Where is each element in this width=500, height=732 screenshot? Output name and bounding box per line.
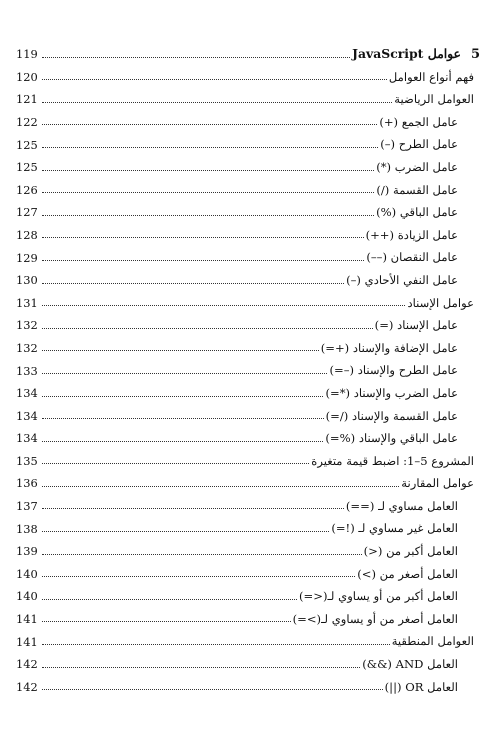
dot-leader xyxy=(42,689,383,690)
toc-entry-title: العامل مساوي لـ (==) xyxy=(345,498,458,513)
toc-entry-title: عامل القسمة والإسناد (/=) xyxy=(325,408,458,423)
toc-entry-title: عامل الباقي والإسناد (%=) xyxy=(325,431,458,446)
dot-leader xyxy=(42,576,355,577)
page-number: 134 xyxy=(16,408,38,423)
page-number: 140 xyxy=(16,566,38,581)
toc-entry[interactable] xyxy=(16,535,480,558)
page-number: 126 xyxy=(16,182,38,197)
table-of-contents xyxy=(16,38,480,693)
dot-leader xyxy=(42,124,377,125)
dot-leader xyxy=(42,192,374,193)
page-number: 125 xyxy=(16,160,38,175)
page-number: 130 xyxy=(16,273,38,288)
toc-entry[interactable] xyxy=(16,219,480,242)
toc-entry[interactable] xyxy=(16,83,480,106)
toc-entry-title: عامل الضرب (*) xyxy=(376,159,458,174)
dot-leader xyxy=(42,373,327,374)
dot-leader xyxy=(42,350,319,351)
toc-entry[interactable] xyxy=(16,603,480,626)
toc-entry-title: عامل الجمع (+) xyxy=(379,114,458,129)
dot-leader xyxy=(42,667,360,668)
page-number: 138 xyxy=(16,521,38,536)
dot-leader xyxy=(42,147,378,148)
toc-entry[interactable] xyxy=(16,332,480,355)
page-number: 120 xyxy=(16,69,38,84)
page-number: 142 xyxy=(16,679,38,694)
dot-leader xyxy=(42,554,362,555)
toc-entry-title: العوامل الرياضية xyxy=(394,92,474,107)
toc-entry[interactable] xyxy=(16,400,480,423)
toc-entry-title: عامل الزيادة (++) xyxy=(365,227,458,242)
toc-entry-title: عوامل الإسناد xyxy=(407,295,474,310)
toc-entry[interactable] xyxy=(16,422,480,445)
page-number: 132 xyxy=(16,318,38,333)
toc-entry[interactable] xyxy=(16,625,480,648)
toc-entry[interactable] xyxy=(16,445,480,468)
page-number: 135 xyxy=(16,453,38,468)
toc-entry-title: عامل الإسناد (=) xyxy=(374,318,458,333)
dot-leader xyxy=(42,215,374,216)
dot-leader xyxy=(42,599,297,600)
dot-leader xyxy=(42,283,344,284)
page-number: 133 xyxy=(16,363,38,378)
toc-entry-title: عامل الباقي (%) xyxy=(376,205,458,220)
dot-leader xyxy=(42,531,329,532)
page-number: 142 xyxy=(16,657,38,672)
page-number: 127 xyxy=(16,205,38,220)
toc-entry-title: العامل أصغر من (>) xyxy=(357,566,458,581)
toc-entry[interactable] xyxy=(16,490,480,513)
dot-leader xyxy=(42,441,323,442)
dot-leader xyxy=(42,396,323,397)
page-number: 125 xyxy=(16,137,38,152)
page-number: 122 xyxy=(16,114,38,129)
dot-leader xyxy=(42,486,399,487)
dot-leader xyxy=(42,328,373,329)
page-number: 137 xyxy=(16,499,38,514)
toc-entries xyxy=(16,61,480,694)
toc-entry-title: عوامل المقارنة xyxy=(401,476,474,491)
toc-entry[interactable] xyxy=(16,287,480,310)
page-number: 132 xyxy=(16,340,38,355)
toc-entry[interactable] xyxy=(16,128,480,151)
dot-leader xyxy=(42,102,392,103)
dot-leader xyxy=(42,79,387,80)
toc-entry[interactable] xyxy=(16,580,480,603)
toc-entry[interactable] xyxy=(16,106,480,129)
toc-entry-title: عامل الطرح (–) xyxy=(380,137,458,152)
toc-entry[interactable] xyxy=(16,174,480,197)
toc-entry[interactable] xyxy=(16,354,480,377)
toc-entry[interactable] xyxy=(16,264,480,287)
toc-entry[interactable] xyxy=(16,377,480,400)
page-number: 129 xyxy=(16,250,38,265)
toc-entry[interactable] xyxy=(16,558,480,581)
toc-entry[interactable] xyxy=(16,196,480,219)
toc-entry-title: عامل النقصان (––) xyxy=(366,250,458,265)
chapter-title: عوامل JavaScript xyxy=(352,46,461,62)
toc-entry-title: المشروع 5–1: اضبط قيمة متغيرة xyxy=(311,453,474,468)
page-number: 128 xyxy=(16,227,38,242)
page-number: 121 xyxy=(16,92,38,107)
dot-leader xyxy=(42,237,364,238)
dot-leader xyxy=(42,260,364,261)
toc-entry-title: العامل OR (||) xyxy=(384,679,458,694)
toc-entry[interactable] xyxy=(16,648,480,671)
page-number: 141 xyxy=(16,634,38,649)
page-number: 119 xyxy=(16,47,38,62)
chapter-heading-row xyxy=(16,38,480,61)
dot-leader xyxy=(42,508,344,509)
page-number: 140 xyxy=(16,589,38,604)
dot-leader xyxy=(42,621,291,622)
toc-entry[interactable] xyxy=(16,467,480,490)
page-number: 134 xyxy=(16,431,38,446)
dot-leader xyxy=(42,463,309,464)
chapter-number: 5 xyxy=(470,46,480,62)
toc-entry[interactable] xyxy=(16,671,480,694)
toc-entry[interactable] xyxy=(16,512,480,535)
toc-entry[interactable] xyxy=(16,309,480,332)
toc-entry-title: العامل أصغر من أو يساوي لـ(>=) xyxy=(292,611,458,626)
toc-entry-title: عامل الإضافة والإسناد (+=) xyxy=(320,340,458,355)
toc-entry[interactable] xyxy=(16,61,480,84)
page-number: 141 xyxy=(16,612,38,627)
toc-entry-title: العامل غير مساوي لـ (!=) xyxy=(331,521,458,536)
page-number: 136 xyxy=(16,476,38,491)
dot-leader xyxy=(42,418,324,419)
toc-entry-title: فهم أنواع العوامل xyxy=(388,69,474,84)
page-number: 131 xyxy=(16,295,38,310)
dot-leader xyxy=(42,644,390,645)
toc-entry-title: عامل الضرب والإسناد (*=) xyxy=(325,385,458,400)
toc-entry-title: عامل القسمة (/) xyxy=(376,182,458,197)
toc-entry[interactable] xyxy=(16,241,480,264)
dot-leader xyxy=(42,57,350,58)
dot-leader xyxy=(42,305,405,306)
toc-entry-title: عامل النفي الأحادي (–) xyxy=(346,272,458,287)
toc-entry-title: العامل أكبر من أو يساوي لـ(<=) xyxy=(299,589,458,604)
dot-leader xyxy=(42,170,374,171)
toc-entry-title: العامل أكبر من (<) xyxy=(363,544,458,559)
page-number: 139 xyxy=(16,544,38,559)
page-number: 134 xyxy=(16,386,38,401)
toc-entry-title: العامل AND (&&) xyxy=(362,657,458,672)
toc-entry-title: عامل الطرح والإسناد (–=) xyxy=(329,363,458,378)
toc-entry-title: العوامل المنطقية xyxy=(391,634,474,649)
toc-entry[interactable] xyxy=(16,151,480,174)
